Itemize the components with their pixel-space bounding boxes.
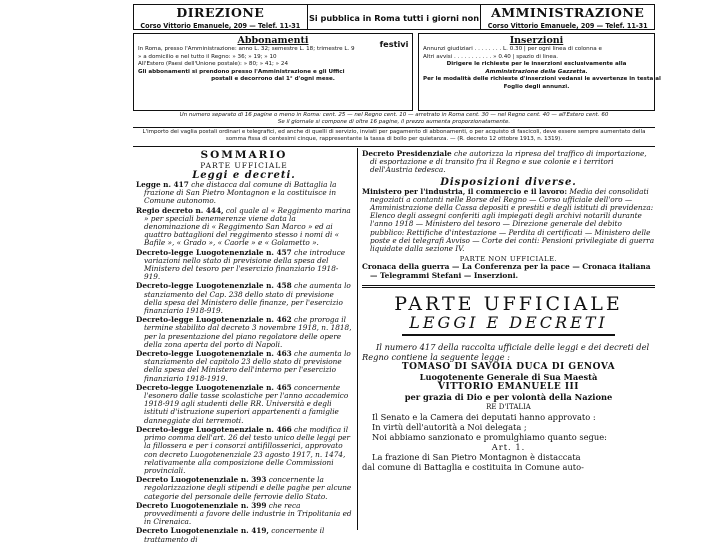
entry-body: che introduce variazioni nello stato di previsione della spesa del Ministero del tesoro per l'esercizio finanziario 1918-919. xyxy=(144,247,346,282)
entry-lead: Decreto Luogotenenziale n. 399 xyxy=(136,500,267,510)
direzione-cell xyxy=(134,5,307,29)
law-sanzionato: Noi abbiamo sanzionato e promulghiamo quanto segue: xyxy=(372,431,607,442)
inserzioni-line: Foglio degli annunzi. xyxy=(503,83,570,90)
entry-lead: Regio decreto n. 444, xyxy=(136,205,224,215)
sommario-entry xyxy=(136,181,352,206)
law-senato: Il Senato e la Camera dei deputati hanno approvato : xyxy=(372,411,596,422)
abbonamenti-line: postali e decorrono dal 1° d'ogni mese. xyxy=(211,76,335,83)
entry-lead: Decreto Luogotenenziale n. 393 xyxy=(136,475,267,485)
law-article: Art. 1. xyxy=(491,441,526,452)
entry-body: Media dei consolidati negoziati a contanti nelle Borse del Regno — Corso ufficiale dell'oro — Amministrazione della Cassa depositi e prestiti e degli istituti di previdenza: Elenco degli assegni conferiti agli impiegati degli archivi notarili durante l'anno 1918 — Ministero del tesoro — Direzione generale del debito pubblico: Rettifiche d'intestazione — Perdita di certificati — Ministero delle poste e dei telegrafi Avviso — Corte dei conti: Pensioni privilegiate di guerra liquidate dalla sezione IV. xyxy=(370,186,655,254)
entry-lead: Decreto-legge Luogotenenziale n. 463 xyxy=(136,349,292,359)
column-divider xyxy=(357,148,358,530)
direzione-title: DIREZIONE xyxy=(176,5,265,20)
double-rule xyxy=(362,285,655,288)
cronaca-line: Cronaca della guerra — La Conferenza per la pace — Cronaca italiana — Telegrammi Stefani — Inserzioni. xyxy=(362,262,651,280)
divider xyxy=(133,127,655,128)
law-frazione-2: dal comune di Battaglia e costituita in Comune auto- xyxy=(362,461,584,472)
entry-body: che modifica il primo comma dell'art. 26 del testo unico delle leggi per la fillossera e per i consorzi antifillosserici, approvato con decreto Luogotenenziale 23 agosto 1917, n. 1474, relativamente alla composizione delle Commissioni provinciali. xyxy=(144,424,351,475)
price-notice xyxy=(133,112,655,127)
sommario-entry xyxy=(136,527,352,543)
inserzioni-line: Annunzi giudiziari . . . . . . . . L. 0.30 | per ogni linea di colonna e xyxy=(423,46,602,52)
amministrazione-title: AMMINISTRAZIONE xyxy=(491,5,645,20)
law-frazione: La frazione di San Pietro Montagnon è distaccata xyxy=(372,451,581,462)
short-rule xyxy=(402,334,615,336)
entry-lead: Decreto-legge Luogotenenziale n. 458 xyxy=(136,281,292,291)
inserzioni-line: Altri avvisi . . . . . . . . . . . » 0.40 | spazio di linea. xyxy=(423,53,559,60)
sommario-entry xyxy=(136,282,352,315)
parte-ufficiale-label: PARTE UFFICIALE xyxy=(200,161,288,170)
law-intro: Il numero 417 della raccolta ufficiale delle leggi e dei decreti del Regno contiene la seguente legge : xyxy=(362,341,650,362)
entry-body: che aumenta lo stanziamento del Cap. 238 dello stato di previsione della spesa del Ministero delle finanze, per l'esercizio finanziario 1918-919. xyxy=(144,281,351,316)
entry-body: che distacca dal comune di Battaglia la frazione di San Pietro Montagnon e la costituisce in Comune autonomo. xyxy=(144,180,337,206)
abbonamenti-line: In Roma, presso l'Amministrazione: anno L. 32; semestre L. 18; trimestre L. 9 xyxy=(138,46,355,52)
price-line: Un numero separato di 16 pagine o meno in Roma: cent. 25 — nel Regno cent. 10 — arretrato in Roma cent. 30 — nel Regno cent. 40 — all'Estero cent. 60 xyxy=(179,112,609,118)
entry-lead: Decreto-legge Luogotenenziale n. 466 xyxy=(136,424,292,434)
sommario-entry xyxy=(136,476,352,501)
sommario-list xyxy=(136,181,352,544)
sommario-entry xyxy=(136,384,352,425)
publication-note-cell xyxy=(307,5,481,49)
publication-note: Si pubblica in Roma tutti i giorni non festivi xyxy=(308,13,480,49)
entry-body: che proroga il termine stabilito dal decreto 3 novembre 1918, n. 1818, per la presentazione del piano regolatore delle opere della zona aperta del porto di Napoli. xyxy=(144,315,352,349)
disposizioni-entry xyxy=(362,188,655,254)
amministrazione-cell xyxy=(480,5,654,29)
entry-body: che reca provvedimenti a favore delle industrie in Tripolitania ed in Cirenaica. xyxy=(144,500,352,527)
sommario-title: SOMMARIO xyxy=(200,149,288,161)
law-virtu: In virtù dell'autorità a Noi delegata ; xyxy=(372,421,527,432)
sommario-column xyxy=(136,150,352,545)
sommario-entry xyxy=(136,350,352,383)
entry-body: che autorizza la ripresa del traffico di importazione, di esportazione e di transito fra il Regno e sue colonie e i territori dell'Austria tedesca. xyxy=(370,149,647,175)
entry-lead: Decreto-legge Luogotenenziale n. 462 xyxy=(136,315,292,325)
sommario-entry xyxy=(136,426,352,475)
direzione-address: Corso Vittorio Emanuele, 209 — Telef. 11-31 xyxy=(140,20,301,30)
entry-body: concernente l'esonero dalle tasse scolastiche per l'anno accademico 1918-919 agli studenti delle RR. Università e degli istituti d'istruzione superiori appartenenti a famiglie danneggiate dai terremoti. xyxy=(144,382,349,425)
entry-lead: Decreto Presidenziale xyxy=(362,149,452,158)
law-grazia: per grazia di Dio e per volontà della Nazione xyxy=(404,391,613,402)
inserzioni-line: Per le modalità delle richieste d'inserzioni vedansi le avvertenze in testa al xyxy=(423,76,661,83)
law-vittorio: VITTORIO EMANUELE III xyxy=(438,381,579,392)
inserzioni-title: Inserzioni xyxy=(509,35,564,46)
sommario-entry xyxy=(136,249,352,282)
law-luogotenente: Luogotenente Generale di Sua Maestà xyxy=(419,371,598,382)
entry-lead: Ministero per l'industria, il commercio e il lavoro: xyxy=(362,186,568,196)
abbonamenti-line: All'Estero (Paesi dell'Unione postale): » 80; » 41; » 24 xyxy=(138,61,289,68)
disposizioni-title: Disposizioni diverse. xyxy=(440,176,577,188)
law-re: RE D'ITALIA xyxy=(486,402,531,411)
sommario-entry xyxy=(136,502,352,527)
law-tomaso: TOMASO DI SAVOIA DUCA DI GENOVA xyxy=(401,361,616,372)
right-column xyxy=(362,150,655,472)
entry-body: concernente la regolarizzazione degli stipendi e delle paghe per alcune categorie del personale delle ferrovie dello Stato. xyxy=(144,475,352,501)
price-line-2: Se il giornale si compone di oltre 16 pagine, il prezzo aumenta proporzionatamente. xyxy=(277,119,511,126)
abbonamenti-line: » a domicilio e nel tutto il Regno: » 36; » 19; » 10 xyxy=(138,53,277,60)
sommario-entry xyxy=(136,207,352,248)
inserzioni-line: Dirigere le richieste per le inserzioni esclusivamente alla xyxy=(446,61,627,68)
sommario-entry xyxy=(136,316,352,349)
entry-body: che aumenta lo stanziamento del capitolo 23 dello stato di previsione della spesa del Ministero dell'interno per l'esercizio finanziario 1918-1919. xyxy=(144,349,351,383)
entry-body: col quale al « Reggimento marina » per speciali benemerenze viene data la denominazione di « Reggimento San Marco » ed ai quattro battaglioni del reggimento stesso i nomi di « Bafile », « Grado », « Caorle » e « Golametto ». xyxy=(144,205,351,248)
entry-lead: Legge n. 417 xyxy=(136,180,189,189)
amministrazione-address: Corso Vittorio Emanuele, 209 — Telef. 11-31 xyxy=(487,20,648,30)
tax-line: L'importo dei vaglia postali ordinari e telegrafici, ed anche di quelli di servizio, inviati per pagamento di abbonamenti, o per acquisto di fascicoli, deve essere sempre aumentato della xyxy=(142,129,646,135)
leggi-decreti-heading: LEGGI E DECRETI xyxy=(409,312,608,332)
entry-lead: Decreto-legge Luogotenenziale n. 457 xyxy=(136,247,292,257)
inserzioni-line: Amministrazione della Gazzetta. xyxy=(485,68,588,75)
abbonamenti-title: Abbonamenti xyxy=(237,35,309,46)
inserzioni-box xyxy=(418,33,661,111)
abbonamenti-line: Gli abbonamenti si prendono presso l'Amministrazione e gli Uffici xyxy=(138,68,345,75)
parte-ufficiale-heading: PARTE UFFICIALE xyxy=(394,292,623,315)
leggi-label: Leggi e decreti. xyxy=(192,170,296,181)
entry-body: concernente il trattamento di xyxy=(144,526,325,544)
decreto-presidenziale-entry xyxy=(362,150,655,175)
parte-non-ufficiale-label: PARTE NON UFFICIALE. xyxy=(459,255,558,264)
tax-notice xyxy=(133,129,655,144)
abbonamenti-box xyxy=(133,33,413,111)
tax-line: somma fissa di centesimi cinque, rappresentante la tassa di bollo per quietanza. — (R. decreto 12 ottobre 1913, n. 1319). xyxy=(225,136,563,143)
entry-lead: Decreto-legge Luogotenenziale n. 465 xyxy=(136,382,292,392)
divider xyxy=(133,146,655,147)
entry-lead: Decreto Luogotenenziale n. 419, xyxy=(136,526,269,536)
